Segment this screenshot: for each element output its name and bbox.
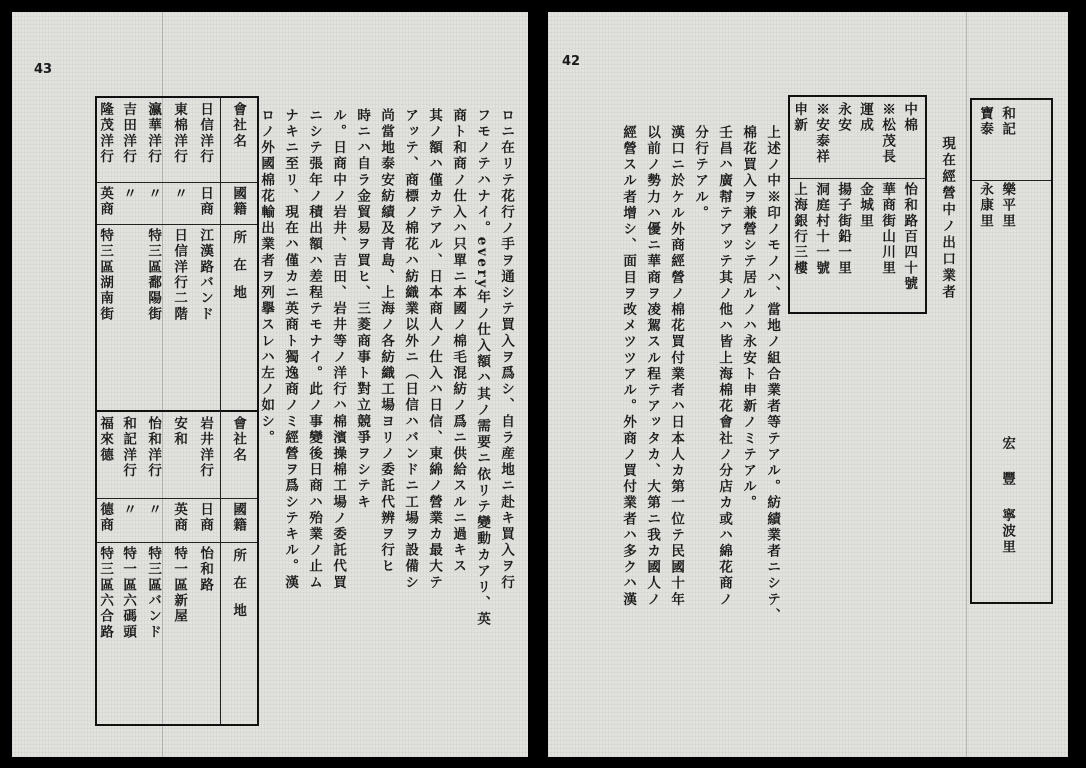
text-line: 分行テアル。 bbox=[692, 125, 709, 222]
table-row-name: 岩井洋行 bbox=[197, 416, 214, 479]
table-row-location: 日信洋行二階 bbox=[171, 228, 188, 323]
table-row-address: 寧波里 bbox=[999, 508, 1016, 556]
text-line: ニシテ張年ノ積出額ハ差程テモナイ。此ノ事變後日商ハ殆業ノ止ム bbox=[306, 108, 323, 591]
table-row-name: 安和 bbox=[171, 416, 188, 448]
table-row-address: 華商街山川里 bbox=[879, 182, 896, 277]
table-row-nation: 日商 bbox=[197, 186, 214, 218]
text-line: 棉花買入ヲ兼營シテ居ルノハ永安ト申新ノミテアル。 bbox=[740, 125, 757, 512]
text-line: 經營スル者增シ、面目ヲ改メツツアル。外商ノ買付業者ハ多クハ漢 bbox=[620, 125, 637, 608]
table-row-name: 和記 bbox=[999, 106, 1016, 138]
table-row-address: 洞庭村十一號 bbox=[813, 182, 830, 277]
table-row-nation: 英商 bbox=[97, 186, 114, 218]
text-line: 漢口ニ於ケル外商經營ノ棉花買付業者ハ日本人カ第一位テ民國十年 bbox=[668, 125, 685, 608]
table-row-name: 運成 bbox=[857, 102, 874, 134]
page-fold-line bbox=[966, 12, 967, 757]
text-line: ナキニ至リ、現在ハ僅カニ英商ト獨逸商ノミ經營ヲ爲シテキル。漢 bbox=[282, 108, 299, 591]
table-row-nation: 德商 bbox=[97, 502, 114, 534]
table-row-location: 特一區六碼頭 bbox=[120, 546, 137, 641]
text-line: 尚當地泰安紡績及青島、上海ノ各紡織工場ヨリノ委託代辨ヲ行ヒ bbox=[378, 108, 395, 575]
table-row-name: 東棉洋行 bbox=[171, 102, 188, 165]
text-line: ロニ在リテ花行ノ手ヲ通シテ買入ヲ爲シ、自ラ産地ニ赴キ買入ヲ行 bbox=[498, 108, 515, 591]
table-row-name: 宏豐 bbox=[999, 436, 1016, 507]
table-row-name: 日信洋行 bbox=[197, 102, 214, 165]
page-fold-line bbox=[162, 12, 163, 757]
header-nation: 國籍 bbox=[230, 186, 247, 218]
table-row-location: 特三區バンド bbox=[145, 546, 162, 641]
table-row-nation: 〃 bbox=[120, 186, 137, 202]
table-row-address: 揚子街鉛一里 bbox=[835, 182, 852, 277]
table-row-location: 江漢路バンド bbox=[197, 228, 214, 323]
left-page bbox=[12, 12, 528, 757]
header-nation: 國籍 bbox=[230, 502, 247, 534]
table-row-location: 特三區六合路 bbox=[97, 546, 114, 641]
table-row-location: 特一區新屋 bbox=[171, 546, 188, 625]
text-line: ロノ外國棉花輸出業者ヲ列擧スレハ左ノ如シ。 bbox=[258, 108, 275, 447]
table-row-name: ※松茂長 bbox=[879, 102, 896, 165]
table-row-name: ※安泰祥 bbox=[813, 102, 830, 165]
table-row-name: 隆茂洋行 bbox=[97, 102, 114, 165]
table-row-name: 中棉 bbox=[901, 102, 918, 134]
header-name: 會社名 bbox=[230, 102, 247, 150]
table-row-nation: 〃 bbox=[145, 502, 162, 518]
table-row-name: 和記洋行 bbox=[120, 416, 137, 479]
table-row-name: 寶泰 bbox=[977, 106, 994, 138]
table-row-name: 吉田洋行 bbox=[120, 102, 137, 165]
table-row-address: 樂平里 bbox=[999, 182, 1016, 230]
table-row-location: 怡和路 bbox=[197, 546, 214, 594]
text-line: 時ニハ自ラ金貿易ヲ買ヒ、三菱商事ト對立競爭ヲシテキ bbox=[354, 108, 371, 511]
table-row-name: 永安 bbox=[835, 102, 852, 134]
table-row-address: 怡和路百四十號 bbox=[901, 182, 918, 292]
page-number: 42 bbox=[562, 54, 581, 69]
page-number: 43 bbox=[34, 62, 53, 77]
table-row-nation: 日商 bbox=[197, 502, 214, 534]
text-line: 壬昌ハ廣幇テアッテ其ノ他ハ皆上海棉花會社ノ分店カ或ハ綿花商ノ bbox=[716, 125, 733, 608]
table-row-nation: 英商 bbox=[171, 502, 188, 534]
text-line: ル。日商中ノ岩井、吉田、岩井等ノ洋行ハ棉濱操棉工場ノ委託代買 bbox=[330, 108, 347, 591]
table-row-nation: 〃 bbox=[120, 502, 137, 518]
text-line: アッテ、商標ノ棉花ハ紡織業以外ニ（日信ハバンドニ工場ヲ設備シ bbox=[402, 108, 419, 591]
table-row-name: 瀛華洋行 bbox=[145, 102, 162, 165]
table-row-nation: 〃 bbox=[145, 186, 162, 202]
right-page bbox=[548, 12, 1068, 757]
table-row-address: 金城里 bbox=[857, 182, 874, 230]
table-row-address: 永康里 bbox=[977, 182, 994, 230]
text-line: 以前ノ勢力ハ優ニ華商ヲ凌駕スル程テアッタカ、大第ニ我カ國人ノ bbox=[644, 125, 661, 608]
table-row-location: 特三區湖南街 bbox=[97, 228, 114, 323]
section-title: 現在經營中ノ出口業者 bbox=[939, 136, 956, 301]
table-row-name: 怡和洋行 bbox=[145, 416, 162, 479]
table-row-nation: 〃 bbox=[171, 186, 188, 202]
header-location: 所在地 bbox=[230, 230, 247, 313]
table-row-name: 申新 bbox=[791, 102, 808, 134]
text-line: フモノテハナイ。every年ノ仕入額ハ其ノ需要ニ依リテ變動カアリ、英 bbox=[474, 108, 491, 628]
text-line: 商ト和商ノ仕入ハ只單ニ本國ノ棉毛混紡ノ爲ニ供給スルニ過キス bbox=[450, 108, 467, 575]
text-line: 其ノ額ハ僅カテアル、日本商人ノ仕入ハ日信、東綿ノ營業カ最大テ bbox=[426, 108, 443, 591]
table-row-address: 上海銀行三樓 bbox=[791, 182, 808, 277]
text-line: 上述ノ中※印ノモノハ、當地ノ組合業者等テアル。紡績業者ニシテ、 bbox=[764, 125, 781, 625]
table-row-location: 特三區鄱陽街 bbox=[145, 228, 162, 323]
table-row-name: 福來德 bbox=[97, 416, 114, 464]
header-name: 會社名 bbox=[230, 416, 247, 464]
header-location: 所在地 bbox=[230, 548, 247, 631]
